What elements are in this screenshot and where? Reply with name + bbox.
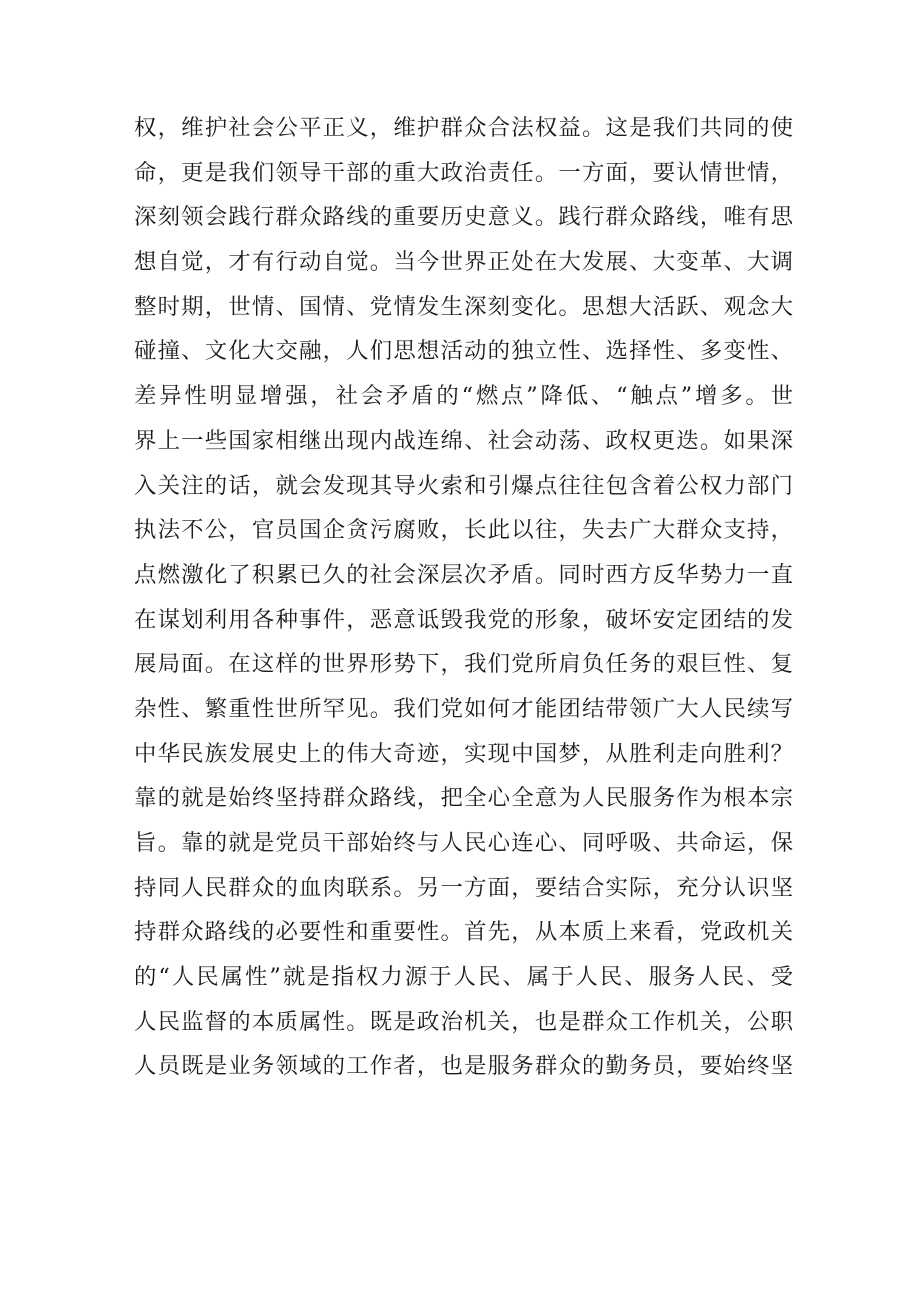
text-line: 的“人民属性”就是指权力源于人民、属于人民、服务人民、受 (134, 964, 794, 991)
text-line: 入关注的话，就会发现其导火索和引爆点往往包含着公权力部门 (134, 472, 794, 499)
text-line: 持群众路线的必要性和重要性。首先，从本质上来看，党政机关 (134, 919, 794, 946)
text-line: 碰撞、文化大交融，人们思想活动的独立性、选择性、多变性、 (134, 338, 794, 365)
text-line: 深刻领会践行群众路线的重要历史意义。践行群众路线，唯有思 (134, 204, 794, 231)
text-line: 靠的就是始终坚持群众路线，把全心全意为人民服务作为根本宗 (134, 785, 794, 812)
text-line: 点燃激化了积累已久的社会深层次矛盾。同时西方反华势力一直 (134, 561, 794, 588)
text-line: 持同人民群众的血肉联系。另一方面，要结合实际，充分认识坚 (134, 874, 794, 901)
text-line: 整时期，世情、国情、党情发生深刻变化。思想大活跃、观念大 (134, 293, 794, 320)
text-line: 展局面。在这样的世界形势下，我们党所肩负任务的艰巨性、复 (134, 651, 794, 678)
text-line: 想自觉，才有行动自觉。当今世界正处在大发展、大变革、大调 (134, 249, 794, 276)
text-line: 执法不公，官员国企贪污腐败，长此以往，失去广大群众支持， (134, 517, 794, 544)
text-line: 界上一些国家相继出现内战连绵、社会动荡、政权更迭。如果深 (134, 427, 794, 454)
text-line: 权，维护社会公平正义，维护群众合法权益。这是我们共同的使 (134, 115, 794, 141)
text-line: 旨。靠的就是党员干部始终与人民心连心、同呼吸、共命运，保 (134, 830, 794, 856)
text-line: 命，更是我们领导干部的重大政治责任。一方面，要认情世情， (134, 159, 794, 186)
text-line: 人民监督的本质属性。既是政治机关，也是群众工作机关，公职 (134, 1008, 794, 1035)
text-line: 杂性、繁重性世所罕见。我们党如何才能团结带领广大人民续写 (134, 695, 794, 722)
text-line: 在谋划利用各种事件，恶意诋毁我党的形象，破坏安定团结的发 (134, 606, 794, 633)
text-line: 人员既是业务领域的工作者，也是服务群众的勤务员，要始终坚 (134, 1053, 794, 1080)
text-line: 中华民族发展史上的伟大奇迹，实现中国梦，从胜利走向胜利？ (134, 740, 794, 767)
text-line: 差异性明显增强，社会矛盾的“燃点”降低、“触点”增多。世 (134, 383, 794, 410)
body-paragraph (134, 106, 794, 1089)
